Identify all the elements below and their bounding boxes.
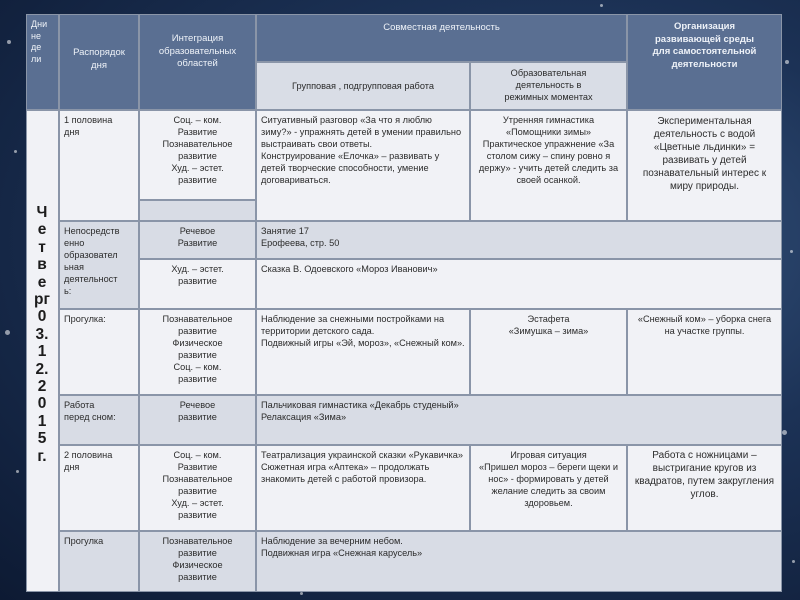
header-integration: Интеграция образовательных областей [139, 14, 256, 110]
row4-schedule: Работа перед сном: [59, 395, 139, 445]
row1-environment: Экспериментальная деятельность с водой «Цветные льдинки» = развивать у детей познавательный интерес к миру природы. [627, 110, 782, 221]
row4-integration: Речевое развитие [139, 395, 256, 445]
row1-group-work: Ситуативный разговор «За что я люблю зиму?» - упражнять детей в умении правильно выстраивать свои ответы. Конструирование «Елочка» – развивать у детей творческие способности, умение договариваться. [256, 110, 470, 221]
snowflake [790, 250, 793, 253]
row1-integration-extra [139, 200, 256, 221]
row2-fairy-tale: Сказка В. Одоевского «Мороз Иванович» [256, 259, 782, 309]
row2-schedule: Непосредств енно образовател ьная деятельност ь: [59, 221, 139, 309]
snowflake [7, 40, 11, 44]
header-joint-activity: Совместная деятельность [256, 14, 627, 62]
row3-integration: Познавательное развитие Физическое развитие Соц. – ком. развитие [139, 309, 256, 395]
row3-regime-moments: Эстафета «Зимушка – зима» [470, 309, 627, 395]
snowflake [782, 430, 787, 435]
header-days: Дни не де ли [26, 14, 59, 110]
row6-schedule: Прогулка [59, 531, 139, 592]
snowflake [785, 60, 789, 64]
header-schedule: Распорядок дня [59, 14, 139, 110]
header-group-work: Групповая , подгрупповая работа [256, 62, 470, 110]
header-environment: Организация развивающей среды для самостоятельной деятельности [627, 14, 782, 110]
snowflake [14, 150, 17, 153]
snowflake [600, 4, 603, 7]
row1-schedule: 1 половина дня [59, 110, 139, 221]
row3-environment: «Снежный ком» – уборка снега на участке группы. [627, 309, 782, 395]
row1-integration: Соц. – ком. Развитие Познавательное развитие Худ. – эстет. развитие [139, 110, 256, 200]
row3-group-work: Наблюдение за снежными постройками на территории детского сада. Подвижный игры «Эй, мороз», «Снежный ком». [256, 309, 470, 395]
row5-environment: Работа с ножницами – выстригание кругов из квадратов, путем закругления углов. [627, 445, 782, 531]
row3-schedule: Прогулка: [59, 309, 139, 395]
snowflake [792, 560, 795, 563]
row1-regime-moments: Утренняя гимнастика «Помощники зимы» Практическое упражнение «За столом сижу – спину ровно я держу» - учить детей следить за своей осанкой. [470, 110, 627, 221]
row5-schedule: 2 половина дня [59, 445, 139, 531]
snowflake [300, 592, 303, 595]
row5-regime-moments: Игровая ситуация «Пришел мороз – береги щеки и нос» - формировать у детей желание следить за своим здоровьем. [470, 445, 627, 531]
row2-integration-art: Худ. – эстет. развитие [139, 259, 256, 309]
row2-lesson: Занятие 17 Ерофеева, стр. 50 [256, 221, 782, 259]
header-regime-moments: Образовательная деятельность в режимных моментах [470, 62, 627, 110]
row6-integration: Познавательное развитие Физическое развитие [139, 531, 256, 592]
row5-group-work: Театрализация украинской сказки «Рукавичка» Сюжетная игра «Аптека» – продолжать знакомить детей с работой провизора. [256, 445, 470, 531]
row6-content: Наблюдение за вечерним небом. Подвижная игра «Снежная карусель» [256, 531, 782, 592]
row4-content: Пальчиковая гимнастика «Декабрь студеный» Релаксация «Зима» [256, 395, 782, 445]
row5-integration: Соц. – ком. Развитие Познавательное развитие Худ. – эстет. развитие [139, 445, 256, 531]
snowflake [16, 470, 19, 473]
row2-integration-speech: Речевое Развитие [139, 221, 256, 259]
day-label: Ч е т в е рг 0 3. 1 2. 2 0 1 5 г. [34, 204, 50, 465]
snowflake [5, 330, 10, 335]
